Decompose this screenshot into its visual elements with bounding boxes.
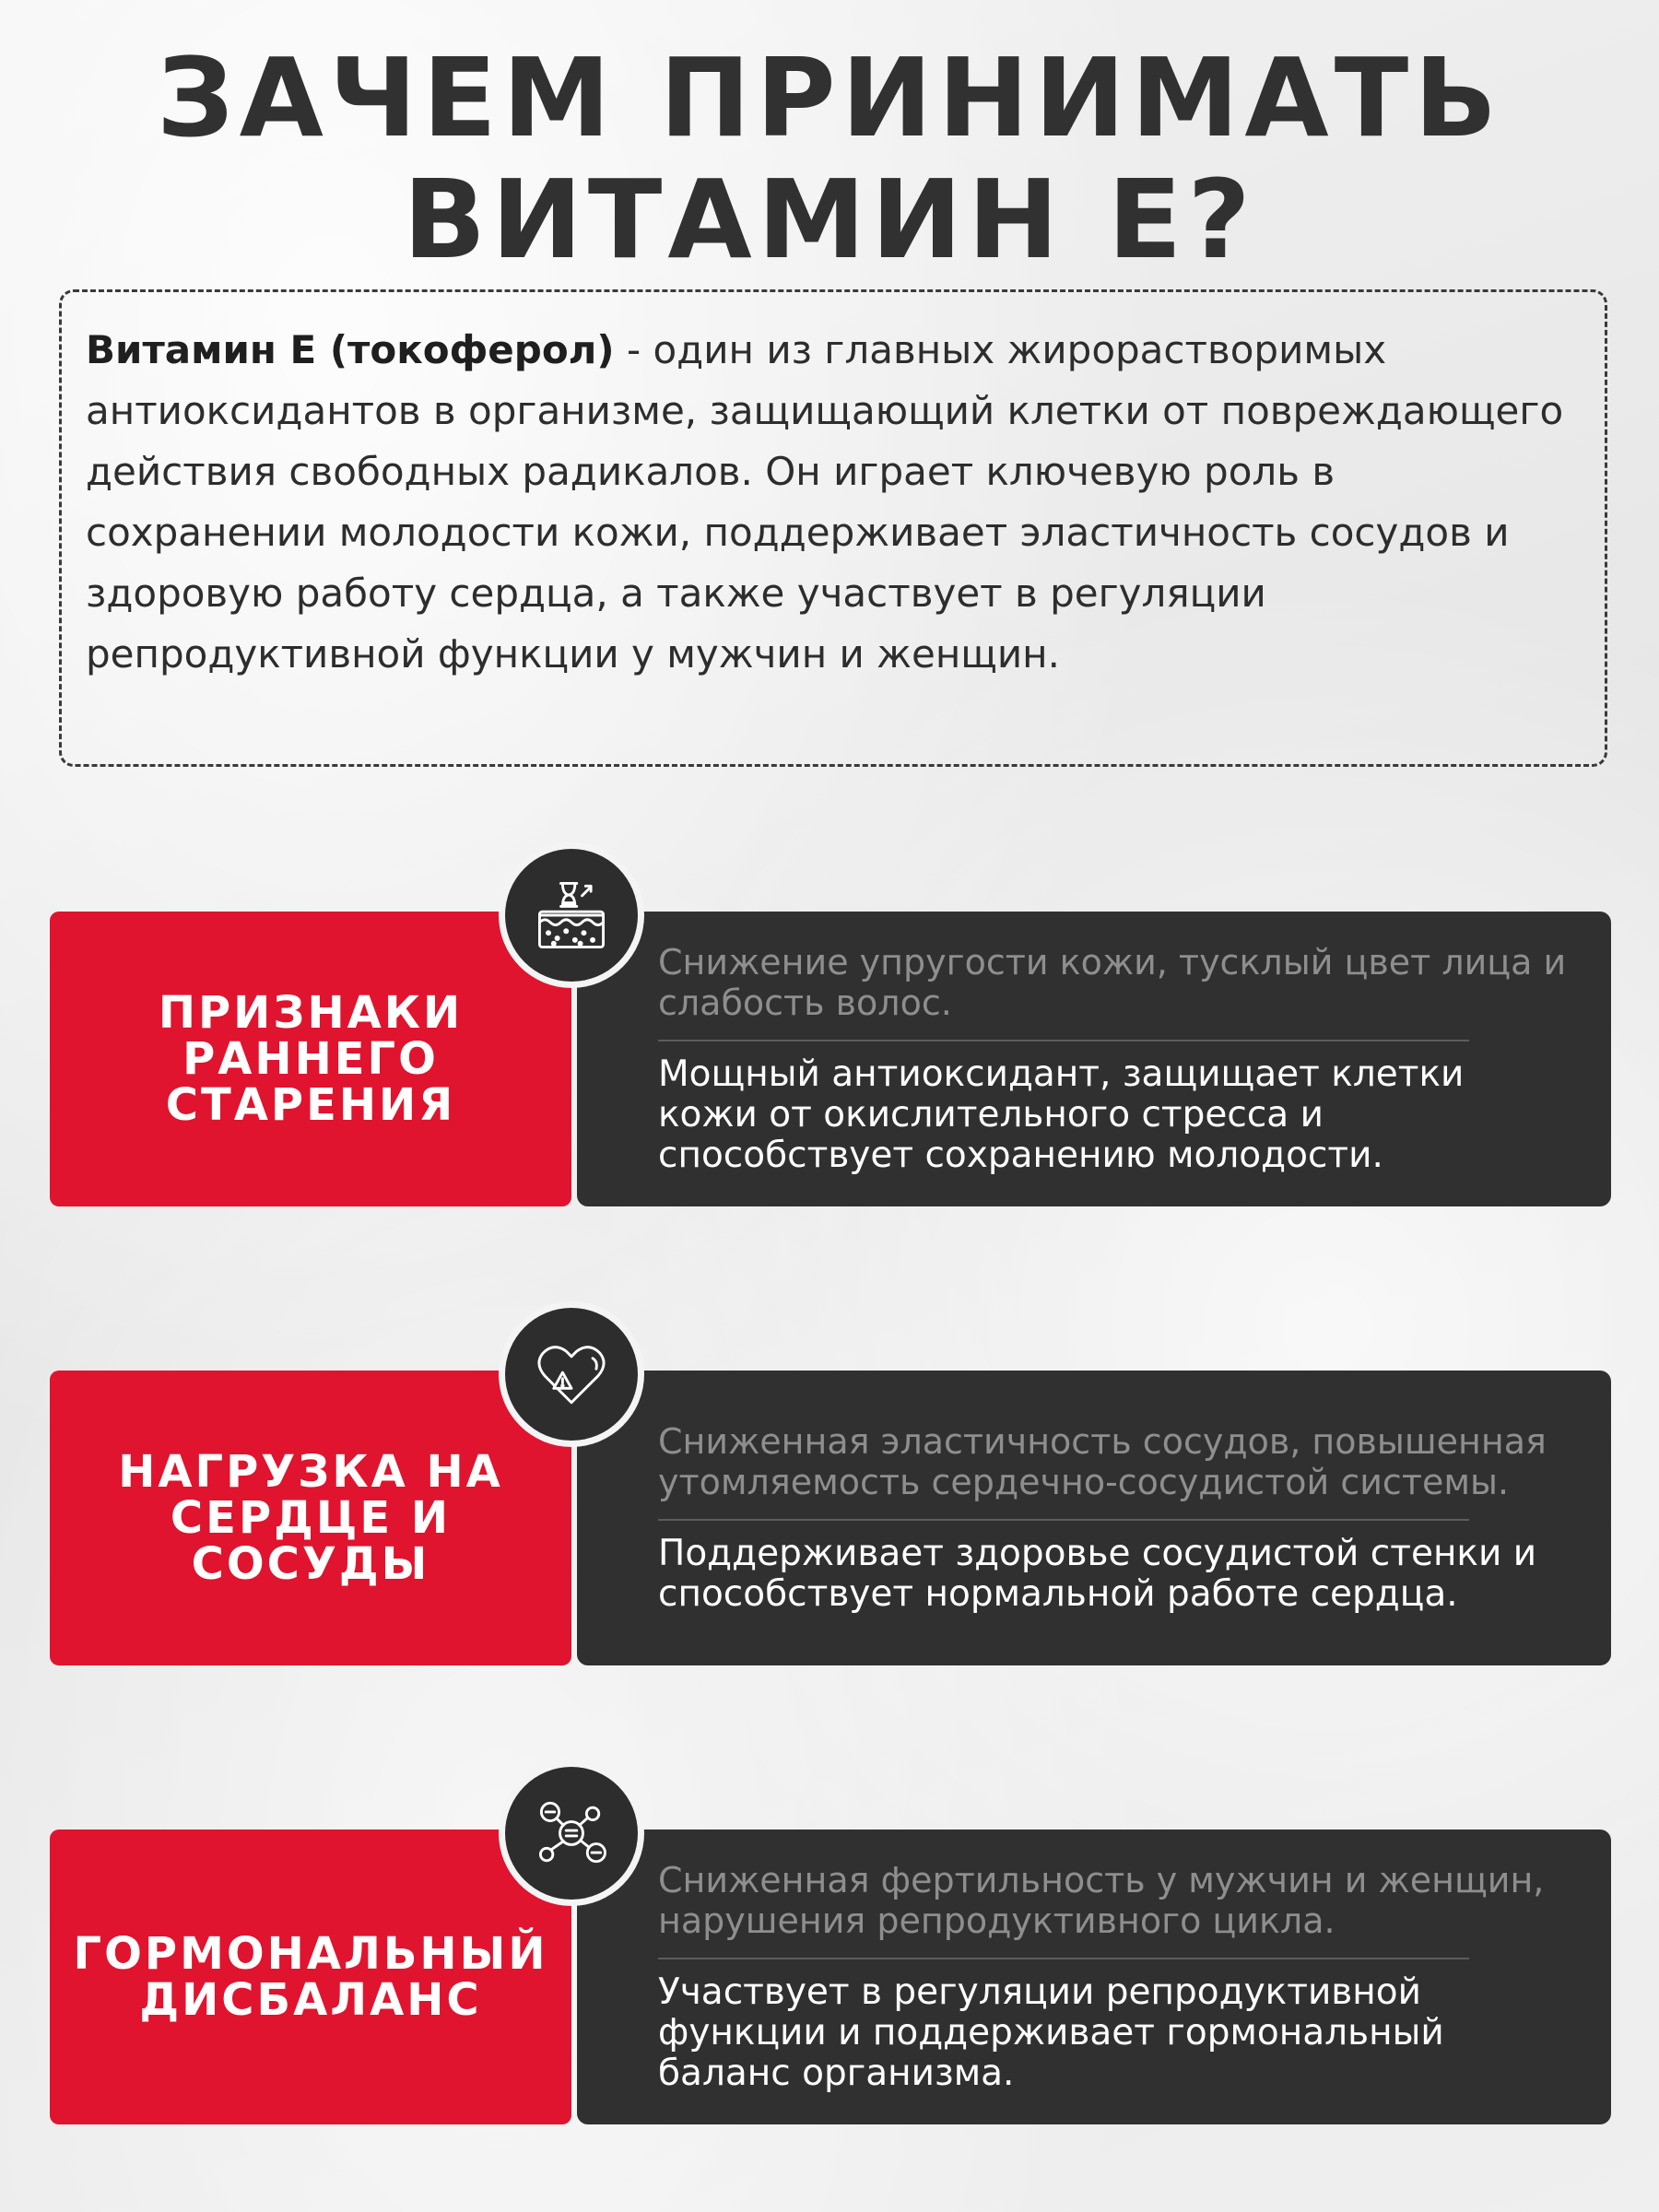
card-description-panel — [577, 1830, 1611, 2124]
skin-hourglass-icon — [505, 849, 638, 982]
title-line-1: ЗАЧЕМ ПРИНИМАТЬ — [156, 34, 1503, 161]
benefit-card — [50, 912, 1611, 1206]
card-problem-text: Сниженная фертильность у мужчин и женщин, нарушения репродуктивного цикла. — [658, 1860, 1545, 1941]
benefit-card — [50, 1371, 1611, 1665]
card-label-panel — [50, 912, 571, 1206]
card-label: ПРИЗНАКИ РАННЕГО СТАРЕНИЯ — [158, 987, 464, 1131]
intro-box — [59, 289, 1607, 767]
hormone-molecule-icon — [505, 1767, 638, 1900]
heart-warning-icon — [505, 1308, 638, 1441]
card-problem-text: Снижение упругости кожи, тусклый цвет лица и слабость волос. — [658, 942, 1567, 1023]
card-divider — [658, 1519, 1469, 1521]
page-title — [0, 34, 1659, 283]
card-description-panel — [577, 912, 1611, 1206]
card-description-panel — [577, 1371, 1611, 1665]
card-label-panel — [50, 1830, 571, 2124]
card-divider — [658, 1958, 1469, 1959]
card-label: ГОРМОНАЛЬНЫЙ ДИСБАЛАНС — [73, 1928, 548, 2026]
card-divider — [658, 1040, 1469, 1041]
card-label: НАГРУЗКА НА СЕРДЦЕ И СОСУДЫ — [118, 1446, 503, 1590]
card-problem-text: Сниженная эластичность сосудов, повышенная утомляемость сердечно-сосудистой системы. — [658, 1421, 1547, 1502]
card-label-panel — [50, 1371, 571, 1665]
benefit-card — [50, 1830, 1611, 2124]
intro-bold-lead: Витамин Е (токоферол) — [86, 327, 615, 372]
intro-text: - один из главных жирорастворимых антиоксидантов в организме, защищающий клетки от повреждающего действия свободных радикалов. Он играет ключевую роль в сохранении молодости кожи, поддерживает эластичность сосудов и здоровую работу сердца, а также участвует в регуляции репродуктивной функции у мужчин и женщин. — [86, 327, 1564, 677]
title-line-2: ВИТАМИН Е? — [403, 156, 1256, 283]
card-solution-text: Поддерживает здоровье сосудистой стенки и способствует нормальной работе сердца. — [658, 1533, 1537, 1615]
card-solution-text: Мощный антиоксидант, защищает клетки кожи от окислительного стресса и способствует сохранению молодости. — [658, 1053, 1465, 1176]
card-solution-text: Участвует в регуляции репродуктивной функции и поддерживает гормональный баланс организма. — [658, 1971, 1444, 2094]
